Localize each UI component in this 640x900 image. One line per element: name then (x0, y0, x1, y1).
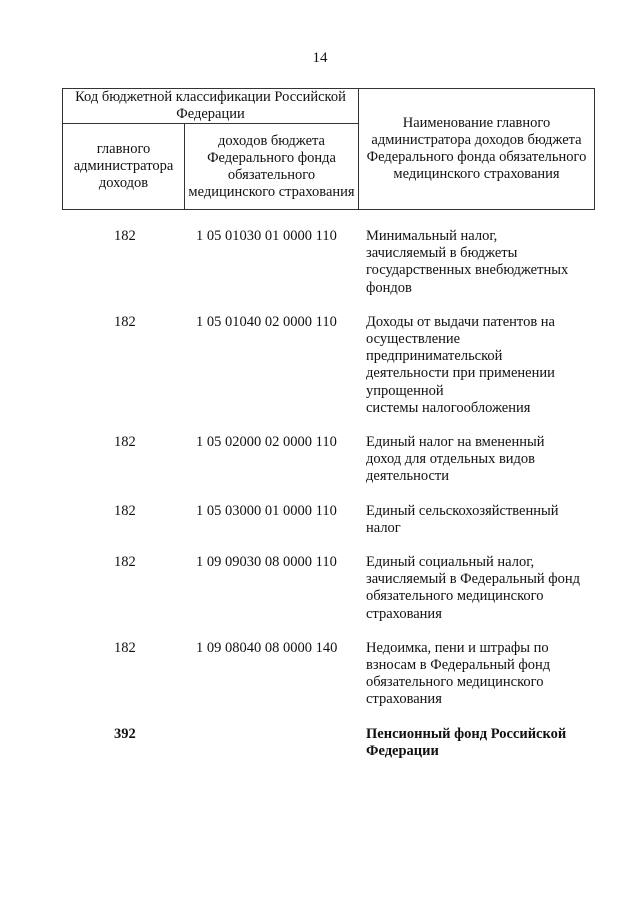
admin-code-cell: 182 (114, 313, 136, 330)
name-line: страхования (366, 605, 442, 622)
table-row (0, 726, 640, 760)
page-number: 14 (312, 50, 328, 66)
name-line: страхования (366, 691, 442, 708)
name-cell (366, 228, 606, 297)
admin-code-cell: 392 (114, 725, 136, 742)
table-header (62, 88, 595, 210)
table-row (0, 314, 640, 417)
admin-code-cell: 182 (114, 228, 136, 244)
header-name-column: Наименование главного администратора доходов бюджета Федерального фонда обязательного медицинского страхования (366, 115, 587, 182)
name-line: предпринимательской (366, 348, 503, 365)
name-line: зачисляемый в бюджеты (366, 245, 518, 262)
name-cell (366, 640, 606, 709)
table-row (0, 640, 640, 709)
name-line: обязательного медицинского (366, 588, 544, 605)
name-line: зачисляемый в Федеральный фонд (366, 571, 581, 588)
income-code-cell: 1 05 03000 01 0000 110 (196, 502, 337, 519)
name-cell (366, 314, 606, 417)
name-line: взносам в Федеральный фонд (366, 657, 551, 674)
table-row (0, 554, 640, 623)
name-line: Федерации (366, 742, 439, 759)
table-body (0, 228, 640, 777)
name-line: фондов (366, 279, 412, 296)
name-line: Пенсионный фонд Российской (366, 725, 567, 742)
name-line: Единый сельскохозяйственный (366, 502, 559, 519)
name-line: Доходы от выдачи патентов на (366, 313, 555, 330)
name-line: Единый социальный налог, (366, 554, 535, 571)
name-line: Недоимка, пени и штрафы по (366, 639, 549, 656)
income-code-cell: 1 05 01040 02 0000 110 (196, 313, 337, 330)
name-line: доход для отдельных видов (366, 451, 536, 468)
admin-code-cell: 182 (114, 554, 136, 571)
income-code-cell: 1 09 08040 08 0000 140 (196, 639, 338, 656)
income-code-cell: 1 05 01030 01 0000 110 (196, 228, 337, 244)
table-row (0, 503, 640, 537)
table-row (0, 228, 640, 297)
name-line: системы налогообложения (366, 399, 531, 416)
name-cell (366, 554, 606, 623)
table-row (0, 434, 640, 486)
name-cell (366, 726, 606, 760)
name-line: Минимальный налог, (366, 228, 498, 244)
income-code-cell: 1 05 02000 02 0000 110 (196, 434, 337, 451)
name-line: обязательного медицинского (366, 674, 544, 691)
name-cell (366, 434, 606, 486)
name-line: налог (366, 519, 401, 536)
name-line: упрощенной (366, 382, 444, 399)
header-admin-column: главного администратора доходов (63, 124, 185, 209)
name-cell (366, 503, 606, 537)
name-line: государственных внебюджетных (366, 262, 569, 279)
name-line: деятельности (366, 468, 450, 485)
income-code-cell: 1 09 09030 08 0000 110 (196, 554, 337, 571)
name-line: деятельности при применении (366, 365, 555, 382)
admin-code-cell: 182 (114, 502, 136, 519)
admin-code-cell: 182 (114, 434, 136, 451)
header-code-group: Код бюджетной классификации Российской Федерации (63, 89, 359, 124)
header-income-column: доходов бюджета Федерального фонда обязательного медицинского страхования (185, 124, 359, 209)
name-line: осуществление (366, 331, 461, 348)
name-line: Единый налог на вмененный (366, 434, 545, 451)
admin-code-cell: 182 (114, 639, 136, 656)
